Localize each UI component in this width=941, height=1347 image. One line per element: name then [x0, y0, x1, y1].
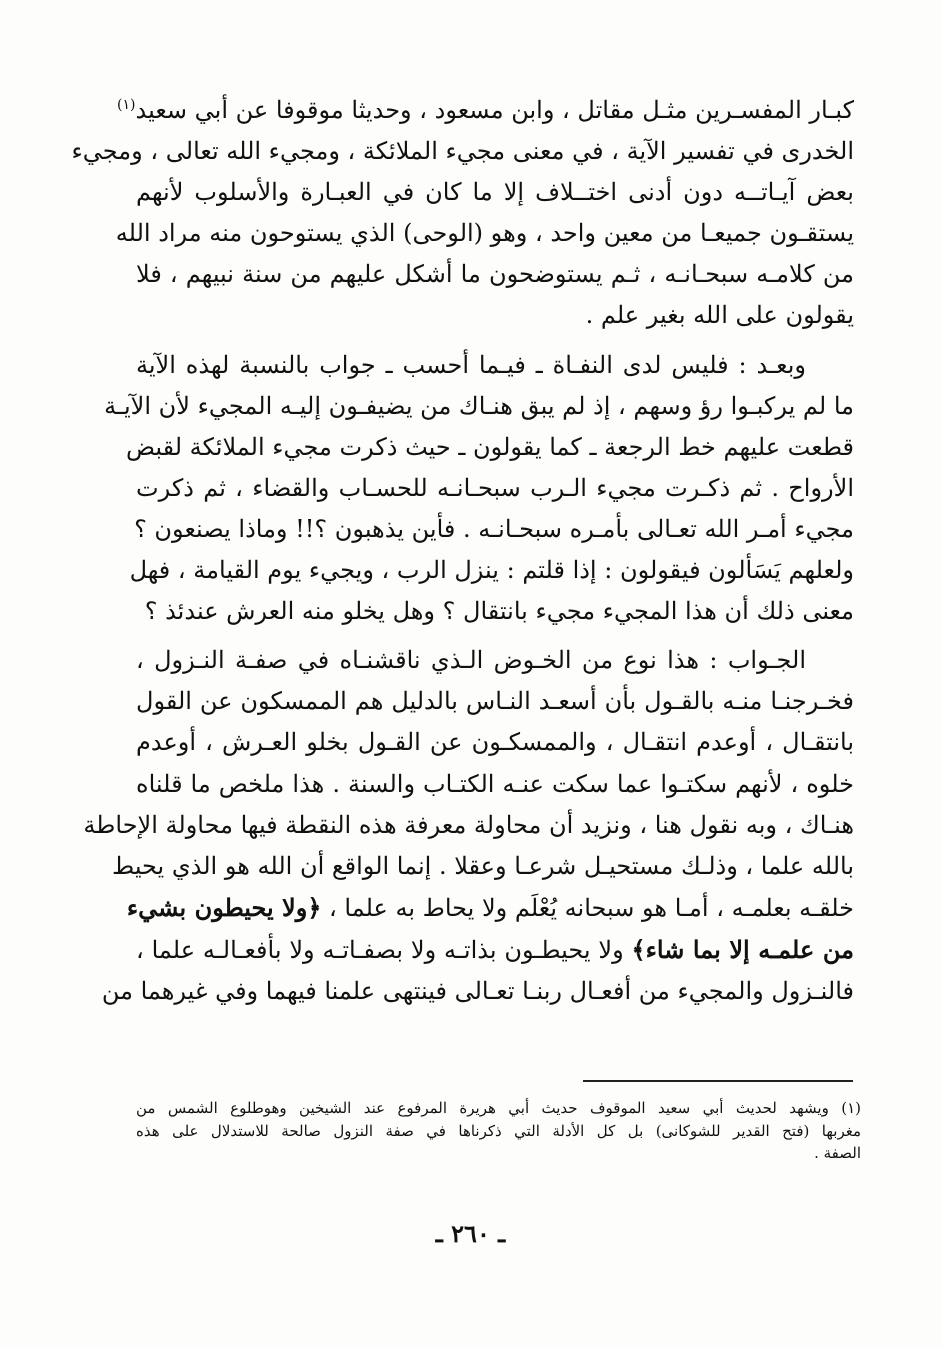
footnote-reference: (١)	[117, 97, 136, 113]
paragraph-3-line-6: بالله علما ، وذلـك مستحيـل شرعـا وعقلا . إنما الواقع أن الله هو الذي يحيط	[112, 851, 854, 880]
paragraph-2-line-7: معنى ذلك أن هذا المجيء مجيء بانتقال ؟ وهل يخلو منه العرش عندئذ ؟	[144, 597, 854, 626]
paragraph-3-line-5: هنـاك ، وبه نقول هنا ، ونزيد أن محاولة معرفة هذه النقطة فيها محاولة الإحاطة	[83, 810, 854, 839]
paragraph-2-line-6: ولعلهم يَسَألون فيقولون : إذا قلتم : ينزل الرب ، ويجيء يوم القيامة ، فهل	[129, 556, 854, 585]
footnote	[136, 1097, 861, 1165]
paragraph-3-line-7	[126, 887, 854, 929]
paragraph-1-line-1-text: كبـار المفسـرين مثـل مقاتل ، وابن مسعود ، وحديثا موقوفا عن أبي سعيد	[135, 96, 854, 124]
quran-quote-end: من علمـه إلا بما شاء﴾	[631, 934, 854, 964]
paragraph-3-line-4: خلوه ، لأنهم سكتـوا عما سكت عنـه الكتـاب والسنة . هذا ملخص ما قلناه	[136, 769, 854, 798]
paragraph-3-line-2: فخـرجنـا منـه بالقـول بأن أسعـد النـاس بالدليل هم الممسكون عن القول	[136, 687, 854, 716]
paragraph-2	[104, 345, 854, 633]
page-number: ـ ٢٦٠ ـ	[435, 1219, 506, 1248]
paragraph-3	[83, 640, 854, 1012]
footnote-line-1: (١) ويشهد لحديث أبي سعيد الموقوف حديث أبي هريرة المرفوع عند الشيخين وهوطلوع الشمس من	[136, 1099, 861, 1117]
paragraph-2-line-2: ما لم يركبـوا رؤ وسهم ، إذ لم يبق هنـاك من يضيفـون إليـه المجيء لأن الآيـة	[104, 391, 854, 420]
paragraph-1-line-6: يقولون على الله بغير علم .	[585, 301, 854, 330]
paragraph-1-line-5: من كلامـه سبحـانـه ، ثـم يستوضحون ما أشكل عليهم من سنة نبيهم ، فلا	[136, 260, 854, 289]
paragraph-3-line-8	[136, 929, 854, 971]
paragraph-1	[71, 90, 854, 337]
paragraph-2-line-5: مجيء أمـر الله تعـالى بأمـره سبحـانـه . فأين يذهبون ؟!! وماذا يصنعون ؟	[134, 514, 854, 543]
footnote-line-2: مغربها (فتح القدير للشوكانى) بل كل الأدلة التي ذكرناها في صفة النزول صالحة للاستدلال على هذه	[136, 1121, 861, 1140]
main-text	[71, 90, 854, 1020]
paragraph-3-line-9: فالنـزول والمجيء من أفعـال ربنـا تعـالى فينتهى علمنا فيهما وفي غيرهما من	[101, 976, 854, 1005]
footnote-separator	[583, 1080, 853, 1082]
paragraph-2-line-3: قطعت عليهم خط الرجعة ـ كما يقولون ـ حيث ذكرت مجيء الملائكة لقبض	[125, 432, 854, 461]
paragraph-3-line-8-text: ولا يحيطـون بذاتـه ولا بصفـاتـه ولا بأفعـالـه علما ،	[136, 935, 624, 964]
paragraph-1-line-4: يستقـون جميعـا من معين واحد ، وهو (الوحى) الذي يستوحون منه مراد الله	[115, 219, 854, 248]
paragraph-3-line-3: بانتقـال ، أوعدم انتقـال ، والممسكـون عن القـول بخلو العـرش ، أوعدم	[136, 728, 854, 757]
paragraph-2-line-4: الأرواح . ثم ذكـرت مجيء الـرب سبحـانـه للحسـاب والقضاء ، ثم ذكرت	[136, 473, 854, 502]
paragraph-2-line-1: وبعـد : فليس لدى النفـاة ـ فيـما أحسب ـ جواب بالنسبة لهذه الآية	[136, 350, 806, 379]
paragraph-1-line-2: الخدرى في تفسير الآية ، في معنى مجيء الملائكة ، ومجيء الله تعالى ، ومجيء	[71, 137, 854, 166]
paragraph-1-line-1	[117, 90, 854, 131]
paragraph-3-line-7-text: خلقـه بعلمـه ، أمـا هو سبحانه يُعْلَم ولا يحاط به علما ،	[329, 893, 854, 922]
footnote-line-3: الصفة .	[814, 1144, 861, 1162]
quran-quote-start: ﴿ولا يحيطون بشيء	[126, 892, 322, 922]
paragraph-3-line-1: الجـواب : هذا نوع من الخـوض الـذي ناقشنـاه في صفـة النـزول ،	[136, 646, 806, 675]
paragraph-1-line-3: بعض آيـاتــه دون أدنى اختــلاف إلا ما كان في العبـارة والأسلوب لأنهم	[136, 178, 854, 207]
